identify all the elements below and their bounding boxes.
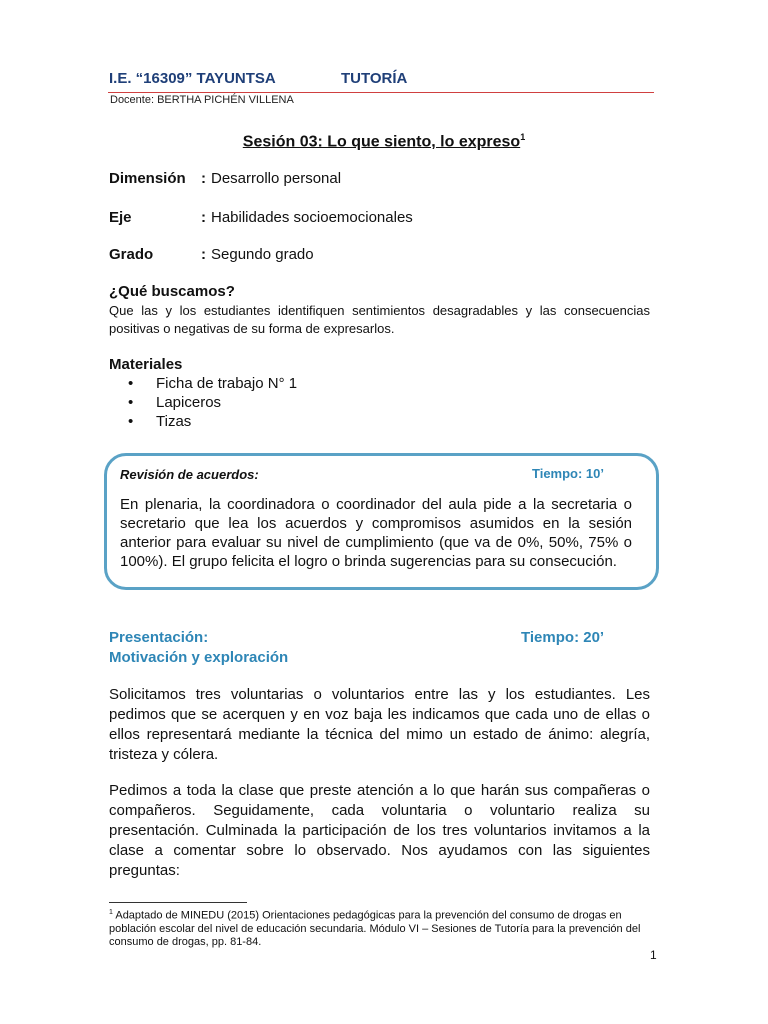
goal-text: Que las y los estudiantes identifiquen sentimientos desagradables y las consecuencias positivas o negativas de su forma de expresarlos. bbox=[109, 303, 650, 336]
session-title-text: Sesión 03: Lo que siento, lo expreso bbox=[242, 133, 521, 151]
school-name: I.E. “16309” TAYUNTSA bbox=[109, 70, 276, 87]
field-colon: : bbox=[201, 246, 206, 263]
goal-heading: ¿Qué buscamos? bbox=[109, 283, 235, 300]
field-label-axis: Eje bbox=[109, 209, 132, 226]
footnote-text: Adaptado de MINEDU (2015) Orientaciones pedagógicas para la prevención del consumo de drogas en población escolar del nivel de educación secundaria. Módulo VI – Sesiones de Tutoría para la prevención del consumo de drogas, pp. 81-84. bbox=[109, 909, 641, 948]
footnote-mark: 1 bbox=[109, 909, 113, 916]
header-divider bbox=[108, 92, 654, 93]
materials-list bbox=[128, 374, 297, 431]
list-item: • Ficha de trabajo N° 1 bbox=[128, 374, 297, 393]
presentation-paragraph: Solicitamos tres voluntarias o voluntarios entre las y los estudiantes. Les pedimos que se acerquen y en voz baja les indicamos que cada uno de ellas o ellos representará mediante la técnica del mimo un estado de ánimo: alegría, tristeza y cólera. bbox=[109, 686, 650, 763]
field-value-axis: Habilidades socioemocionales bbox=[211, 209, 413, 226]
presentation-heading: Presentación: bbox=[109, 629, 209, 646]
field-label-dimension: Dimensión bbox=[109, 170, 186, 187]
materials-heading: Materiales bbox=[109, 356, 183, 373]
page-number: 1 bbox=[650, 948, 657, 962]
field-value-dimension: Desarrollo personal bbox=[211, 170, 342, 187]
review-time: Tiempo: 10’ bbox=[532, 466, 605, 481]
presentation-subheading: Motivación y exploración bbox=[109, 649, 289, 666]
review-heading: Revisión de acuerdos: bbox=[120, 467, 259, 482]
presentation-time: Tiempo: 20’ bbox=[521, 629, 605, 646]
footnote-divider bbox=[109, 902, 247, 903]
list-item: • Lapiceros bbox=[128, 393, 297, 412]
field-colon: : bbox=[201, 209, 206, 226]
session-title bbox=[0, 132, 768, 151]
presentation-paragraph: Pedimos a toda la clase que preste atención a lo que harán sus compañeras o compañeros. Seguidamente, cada voluntaria o voluntario realiza su presentación. Culminada la participación de los tres voluntarios invitamos a la clase a comentar sobre lo observado. Nos ayudamos con las siguientes preguntas: bbox=[109, 782, 650, 879]
subject-area: TUTORÍA bbox=[341, 70, 408, 87]
review-text: En plenaria, la coordinadora o coordinador del aula pide a la secretaria o secretario que lea los acuerdos y compromisos asumidos en la sesión anterior para evaluar su nivel de cumplimiento (que va de 0%, 50%, 75% o 100%). El grupo felicita el logro o brinda sugerencias para su consecución. bbox=[120, 496, 632, 570]
title-footnote-mark: 1 bbox=[520, 132, 526, 142]
footnote bbox=[109, 906, 653, 949]
field-colon: : bbox=[201, 170, 206, 187]
teacher-name: Docente: BERTHA PICHÉN VILLENA bbox=[110, 94, 294, 106]
field-label-grade: Grado bbox=[109, 246, 154, 263]
list-item: • Tizas bbox=[128, 412, 297, 431]
field-value-grade: Segundo grado bbox=[211, 246, 314, 263]
